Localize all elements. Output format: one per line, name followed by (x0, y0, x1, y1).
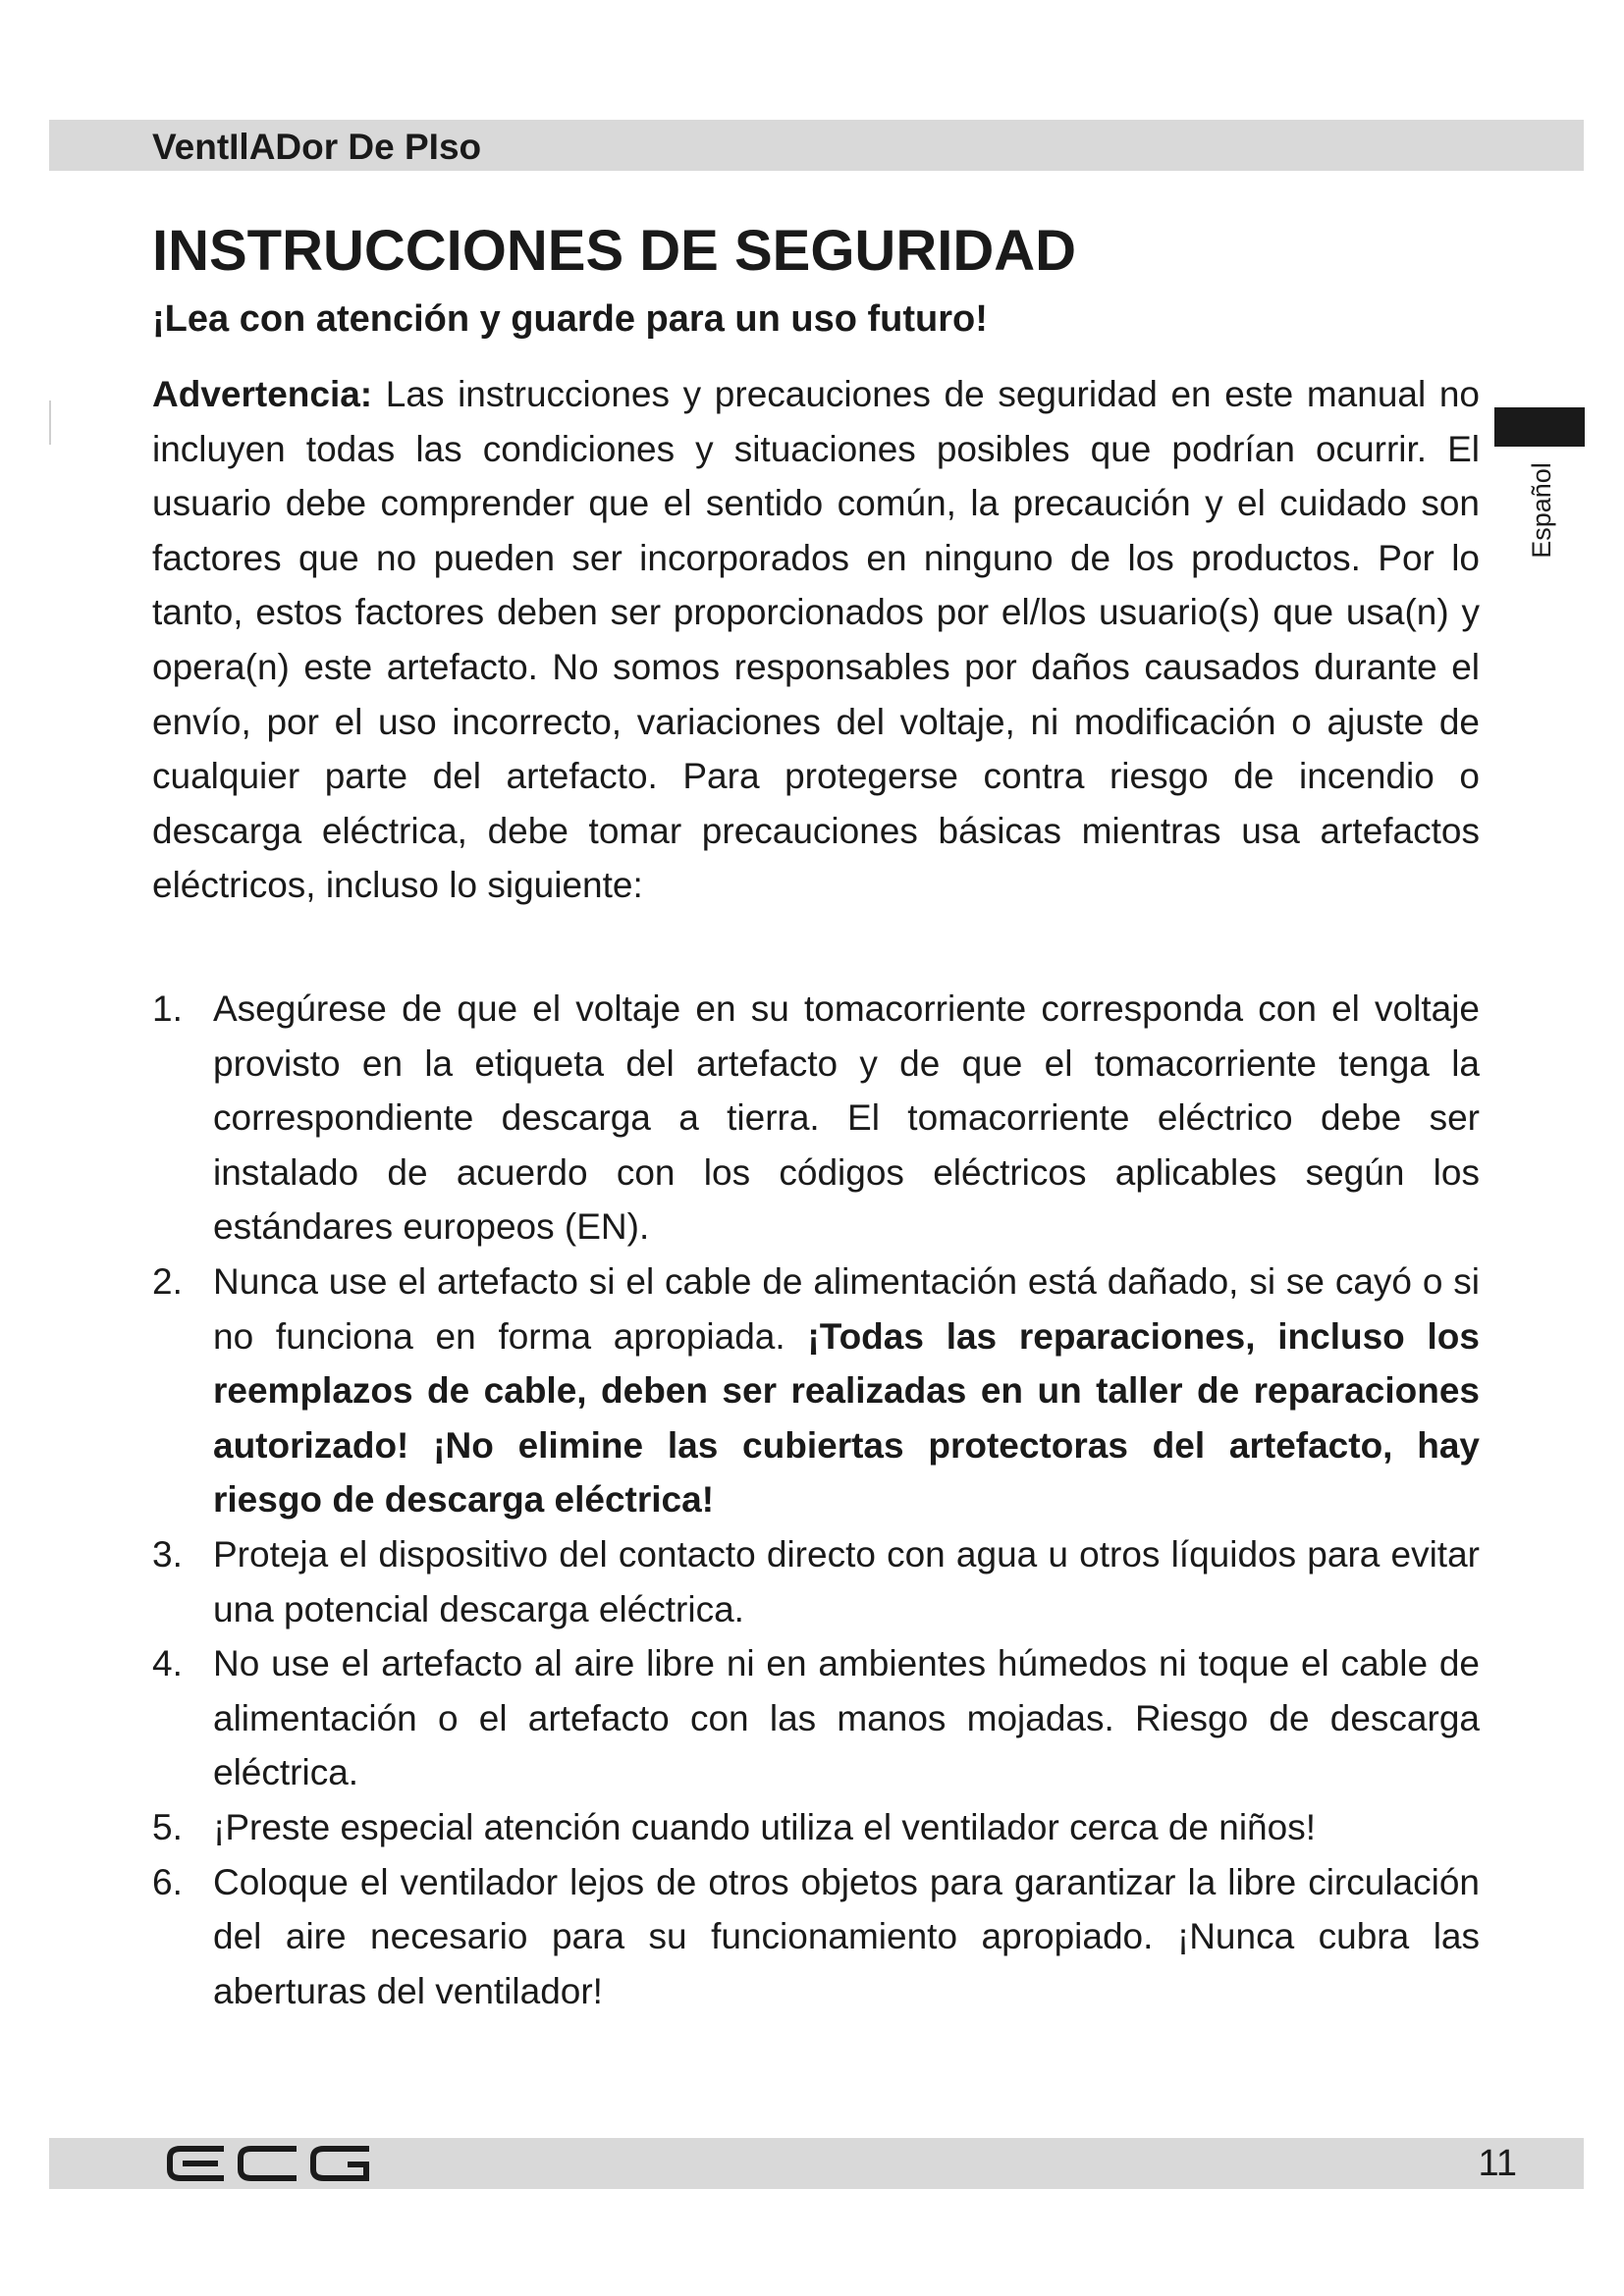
warning-label: Advertencia: (152, 374, 373, 414)
item-text: Coloque el ventilador lejos de otros objetos para garantizar la libre circulación del aire necesario para su funcionamiento apropiado. ¡Nunca cubra las aberturas del ventilador! (213, 1861, 1480, 2011)
item-text: Asegúrese de que el voltaje en su tomacorriente corresponda con el voltaje provisto en la etiqueta del artefacto y de que el tomacorriente tenga la correspondiente descarga a tierra. El tomacorriente eléctrico debe ser instalado de acuerdo con los códigos eléctricos aplicables según los estándares europeos (EN). (213, 988, 1480, 1248)
header-title: VentIlADor De PIso (152, 127, 482, 167)
list-item (152, 1636, 1480, 1800)
page-title: INSTRUCCIONES DE SEGURIDAD (152, 219, 1076, 283)
ecg-logo (167, 2146, 378, 2181)
list-item (152, 1527, 1480, 1636)
item-number: 3. (152, 1533, 183, 1575)
subtitle: ¡Lea con atención y guarde para un uso futuro! (152, 298, 988, 340)
footer-bar (49, 2138, 1584, 2189)
item-warning-bold: ¡Todas las reparaciones, incluso los reemplazos de cable, deben ser realizadas en un taller de reparaciones autorizado! ¡No elimine las cubiertas protectoras del artefacto, hay riesgo de descarga eléctrica! (213, 1315, 1480, 1521)
list-item (152, 1255, 1480, 1527)
item-number: 4. (152, 1643, 183, 1684)
list-item (152, 1855, 1480, 2019)
safety-list (152, 982, 1480, 2018)
item-text: No use el artefacto al aire libre ni en ambientes húmedos ni toque el cable de alimentación o el artefacto con las manos mojadas. Riesgo de descarga eléctrica. (213, 1643, 1480, 1793)
item-number: 1. (152, 988, 183, 1029)
item-text: Nunca use el artefacto si el cable de alimentación está dañado, si se cayó o si no funciona en forma apropiada. (213, 1260, 1480, 1357)
item-number: 6. (152, 1861, 183, 1902)
intro-text: Las instrucciones y precauciones de seguridad en este manual no incluyen todas las condiciones y situaciones posibles que podrían ocurrir. El usuario debe comprender que el sentido común, la precaución y el cuidado son factores que no pueden ser incorporados en ninguno de los productos. Por lo tanto, estos factores deben ser proporcionados por el/los usuario(s) que usa(n) y opera(n) este artefacto. No somos responsables por daños causados durante el envío, por el uso incorrecto, variaciones del voltaje, ni modificación o ajuste de cualquier parte del artefacto. Para protegerse contra riesgo de incendio o descarga eléctrica, debe tomar precauciones básicas mientras usa artefactos eléctricos, incluso lo siguiente: (152, 374, 1480, 906)
language-tab (1494, 407, 1585, 447)
list-item (152, 982, 1480, 1255)
intro-paragraph (152, 367, 1480, 913)
margin-mark (49, 400, 51, 445)
item-number: 5. (152, 1806, 183, 1847)
header-bar (49, 120, 1584, 171)
item-number: 2. (152, 1260, 183, 1302)
item-text: Proteja el dispositivo del contacto directo con agua u otros líquidos para evitar una potencial descarga eléctrica. (213, 1533, 1480, 1629)
list-item (152, 1800, 1480, 1855)
language-label: Español (1527, 462, 1556, 559)
page-number: 11 (1478, 2143, 1517, 2184)
item-text: ¡Preste especial atención cuando utiliza el ventilador cerca de niños! (213, 1806, 1316, 1847)
